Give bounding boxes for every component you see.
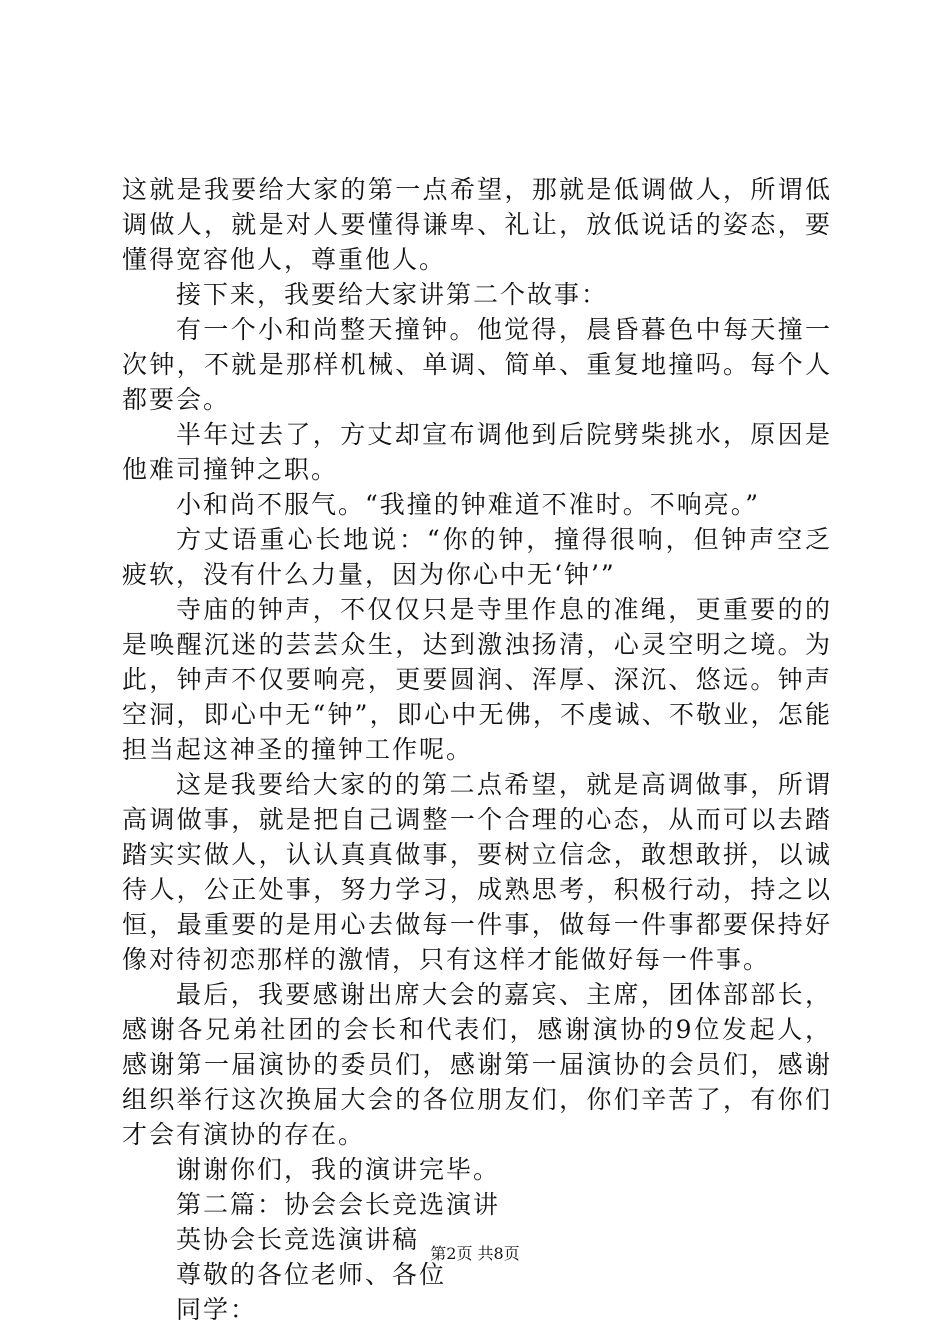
section-title: 第二篇：协会会长竞选演讲	[176, 1190, 501, 1219]
salutation-line-2: 同学：	[176, 1295, 258, 1324]
speech-title: 英协会长竞选演讲稿	[176, 1225, 420, 1254]
paragraph-5: 小和尚不服气。“我撞的钟难道不准时。不响亮。”	[176, 490, 761, 519]
paragraph-7: 寺庙的钟声，不仅仅只是寺里作息的准绳，更重要的的是唤醒沉迷的芸芸众生，达到激浊扬清，心灵空明之境。为此，钟声不仅要响亮，更要圆润、浑厚、深沉、悠远。钟声空洞，即心中无“钟”，即心中无佛，不虔诚、不敬业，怎能担当起这神圣的撞钟工作呢。	[122, 595, 832, 764]
paragraph-6: 方丈语重心长地说：“你的钟，撞得很响，但钟声空乏疲软，没有什么力量，因为你心中无‘钟’”	[122, 525, 832, 589]
page-number-footer: 第2页 共8页	[430, 1244, 520, 1263]
paragraph-1: 这就是我要给大家的第一点希望，那就是低调做人，所谓低调做人，就是对人要懂得谦卑、礼让，放低说话的姿态，要懂得宽容他人，尊重他人。	[122, 175, 832, 274]
document-body	[122, 172, 832, 1327]
salutation-line-1: 尊敬的各位老师、各位	[176, 1260, 447, 1289]
paragraph-4: 半年过去了，方丈却宣布调他到后院劈柴挑水，原因是他难司撞钟之职。	[122, 420, 832, 484]
paragraph-9: 最后，我要感谢出席大会的嘉宾、主席，团体部部长，感谢各兄弟社团的会长和代表们，感谢演协的9位发起人，感谢第一届演协的委员们，感谢第一届演协的会员们，感谢组织举行这次换届大会的各位朋友们，你们辛苦了，有你们才会有演协的存在。	[122, 980, 832, 1149]
paragraph-10: 谢谢你们，我的演讲完毕。	[176, 1155, 501, 1184]
paragraph-2: 接下来，我要给大家讲第二个故事：	[176, 280, 609, 309]
paragraph-8: 这是我要给大家的的第二点希望，就是高调做事，所谓高调做事，就是把自己调整一个合理的心态，从而可以去踏踏实实做人，认认真真做事，要树立信念，敢想敢拼，以诚待人，公正处事，努力学习，成熟思考，积极行动，持之以恒，最重要的是用心去做每一件事，做每一件事都要保持好像对待初恋那样的激情，只有这样才能做好每一件事。	[122, 770, 832, 974]
paragraph-3: 有一个小和尚整天撞钟。他觉得，晨昏暮色中每天撞一次钟，不就是那样机械、单调、简单、重复地撞吗。每个人都要会。	[122, 315, 832, 414]
